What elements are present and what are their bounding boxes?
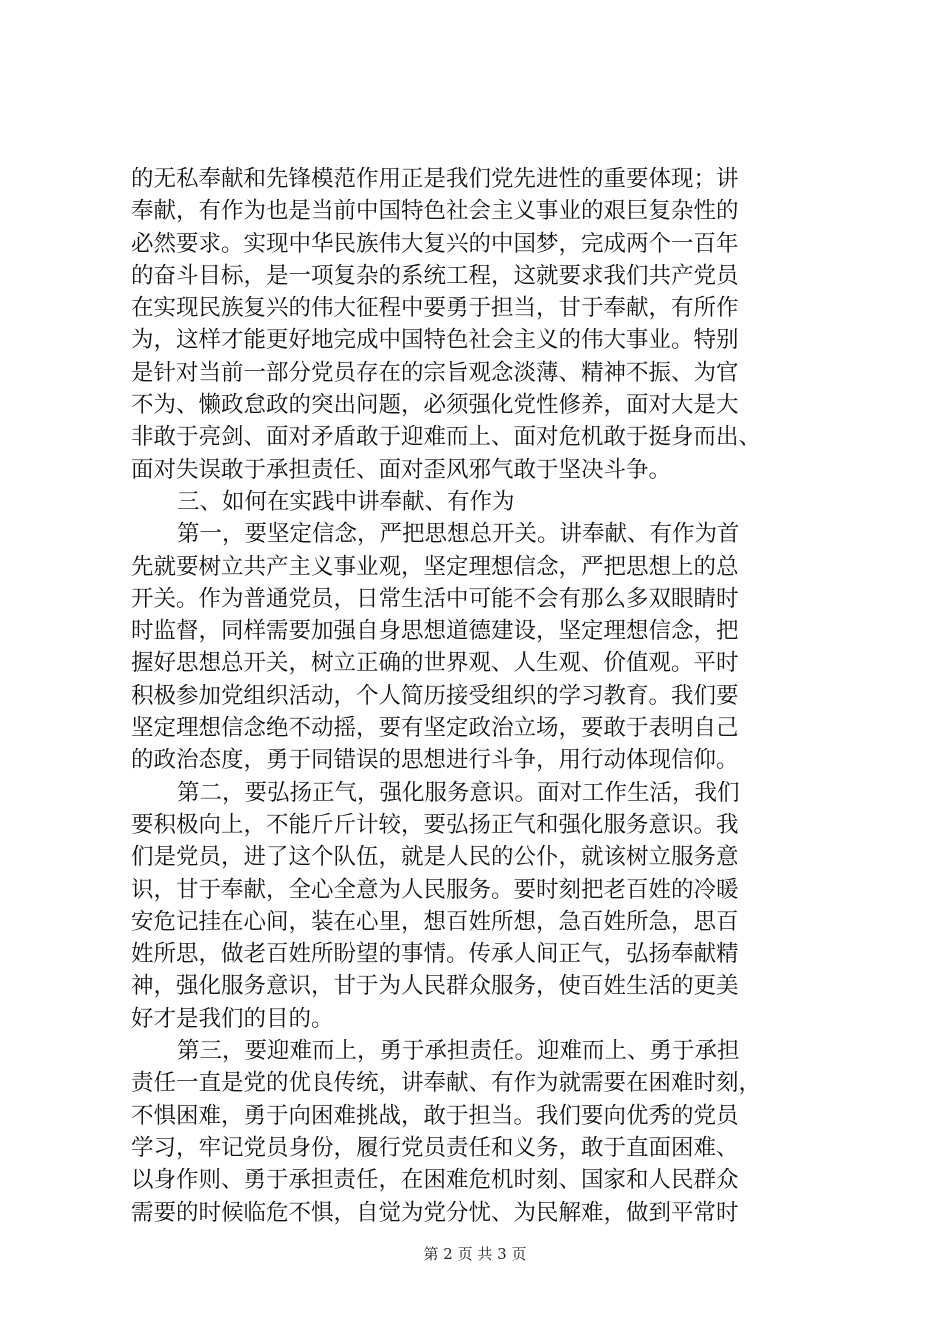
text-line: 是针对当前一部分党员存在的宗旨观念淡薄、精神不振、为官 [131, 359, 739, 386]
text-line: 们是党员，进了这个队伍，就是人民的公仆，就该树立服务意 [131, 844, 739, 871]
text-line: 奉献，有作为也是当前中国特色社会主义事业的艰巨复杂性的 [131, 198, 739, 225]
text-line: 要积极向上，不能斤斤计较，要弘扬正气和强化服务意识。我 [131, 811, 739, 838]
text-line: 为，这样才能更好地完成中国特色社会主义的伟大事业。特别 [131, 327, 739, 354]
text-line: 的奋斗目标，是一项复杂的系统工程，这就要求我们共产党员 [131, 262, 739, 289]
text-line: 积极参加党组织活动，个人简历接受组织的学习教育。我们要 [131, 682, 739, 709]
text-line: 不惧困难，勇于向困难挑战，敢于担当。我们要向优秀的党员 [131, 1102, 739, 1129]
text-line: 必然要求。实现中华民族伟大复兴的中国梦，完成两个一百年 [131, 230, 739, 257]
text-line: 好才是我们的目的。 [131, 1005, 334, 1032]
text-line: 以身作则、勇于承担责任，在困难危机时刻、国家和人民群众 [131, 1167, 739, 1194]
text-line: 坚定理想信念绝不动摇，要有坚定政治立场，要敢于表明自己 [131, 715, 739, 742]
text-line: 在实现民族复兴的伟大征程中要勇于担当，甘于奉献，有所作 [131, 295, 739, 322]
document-body [131, 163, 831, 1229]
paragraph-start: 第三，要迎难而上，勇于承担责任。迎难而上、勇于承担 [177, 1038, 740, 1065]
text-line: 责任一直是党的优良传统，讲奉献、有作为就需要在困难时刻， [131, 1070, 762, 1097]
text-line: 开关。作为普通党员，日常生活中可能不会有那么多双眼睛时 [131, 585, 739, 612]
text-line: 安危记挂在心间，装在心里，想百姓所想，急百姓所急，思百 [131, 908, 739, 935]
text-line: 握好思想总开关，树立正确的世界观、人生观、价值观。平时 [131, 650, 739, 677]
text-line: 的政治态度，勇于同错误的思想进行斗争，用行动体现信仰。 [131, 747, 739, 774]
text-line: 非敢于亮剑、面对矛盾敢于迎难而上、面对危机敢于挺身而出、 [131, 424, 762, 451]
page-footer [0, 1244, 950, 1264]
section-heading: 三、如何在实践中讲奉献、有作为 [177, 488, 515, 515]
text-line: 面对失误敢于承担责任、面对歪风邪气敢于坚决斗争。 [131, 456, 672, 483]
text-line: 的无私奉献和先锋模范作用正是我们党先进性的重要体现；讲 [131, 166, 739, 192]
paragraph-start: 第一，要坚定信念，严把思想总开关。讲奉献、有作为首 [177, 521, 740, 548]
text-line: 学习，牢记党员身份，履行党员责任和义务，敢于直面困难、 [131, 1134, 739, 1161]
page-number-label: 第 2 页 共 3 页 [423, 1245, 527, 1263]
text-line: 姓所思，做老百姓所盼望的事情。传承人间正气，弘扬奉献精 [131, 941, 739, 968]
text-line: 神，强化服务意识，甘于为人民群众服务，使百姓生活的更美 [131, 973, 739, 1000]
text-line: 先就要树立共产主义事业观，坚定理想信念，严把思想上的总 [131, 553, 739, 580]
text-line: 不为、懒政怠政的突出问题，必须强化党性修养，面对大是大 [131, 392, 739, 419]
paragraph-start: 第二，要弘扬正气，强化服务意识。面对工作生活，我们 [177, 779, 740, 806]
text-line: 需要的时候临危不惧，自觉为党分忧、为民解难，做到平常时 [131, 1199, 739, 1226]
text-line: 时监督，同样需要加强自身思想道德建设，坚定理想信念，把 [131, 618, 739, 645]
text-line: 识，甘于奉献，全心全意为人民服务。要时刻把老百姓的冷暖 [131, 876, 739, 903]
